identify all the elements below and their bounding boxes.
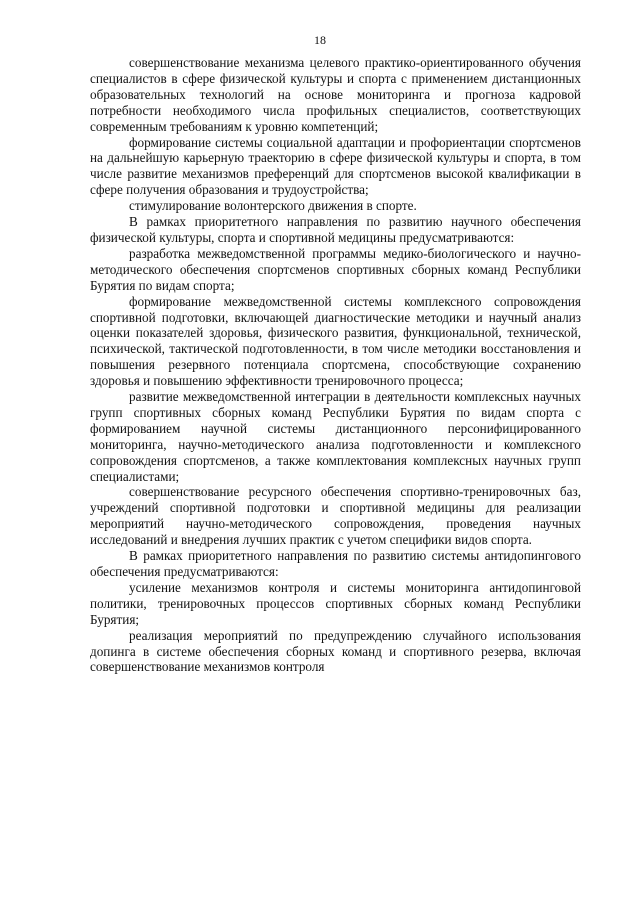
paragraph-2: формирование системы социальной адаптации и профориентации спортсменов на дальнейшую карьерную траекторию в сфере физической культуры и спорта, в том числе развитие механизмов преференций для спортсменов высокой квалификации в сфере получения образования и трудоустройства; <box>90 134 581 198</box>
paragraph-3: стимулирование волонтерского движения в спорте. <box>129 198 417 214</box>
paragraph-7: развитие межведомственной интеграции в деятельности комплексных научных групп спортивных сборных команд Республики Бурятия по видам спорта с формированием научной системы дистанционного персонифицированного мониторинга, научно-методического анализа подготовленности и комплексного сопровождения спортсменов, а также комплектования комплексных научных групп специалистами; <box>90 389 581 484</box>
paragraph-10: усиление механизмов контроля и системы мониторинга антидопинговой политики, тренировочных процессов спортивных сборных команд Республики Бурятия; <box>90 579 581 627</box>
document-body <box>90 55 581 675</box>
paragraph-4: В рамках приоритетного направления по развитию научного обеспечения физической культуры, спорта и спортивной медицины предусматриваются: <box>90 214 581 245</box>
paragraph-11: реализация мероприятий по предупреждению случайного использования допинга в системе обеспечения сборных команд и спортивного резерва, включая совершенствование механизмов контроля <box>90 627 581 675</box>
paragraph-6: формирование межведомственной системы комплексного сопровождения спортивной подготовки, включающей диагностические методики и научный анализ оценки показателей здоровья, физического развития, функциональной, технической, психической, тактической подготовленности, в том числе методики восстановления и повышения резервного потенциала спортсмена, способствующие сохранению здоровья и повышению эффективности тренировочного процесса; <box>90 293 581 389</box>
paragraph-9: В рамках приоритетного направления по развитию системы антидопингового обеспечения предусматриваются: <box>90 548 581 579</box>
paragraph-1: совершенствование механизма целевого практико-ориентированного обучения специалистов в сфере физической культуры и спорта с применением дистанционных образовательных технологий на основе мониторинга и прогноза кадровой потребности необходимого числа профильных специалистов, соответствующих современным требованиям к уровню компетенций; <box>90 55 581 134</box>
page-number: 18 <box>314 33 326 47</box>
paragraph-5: разработка межведомственной программы медико-биологического и научно-методического обеспечения спортсменов спортивных сборных команд Республики Бурятия по видам спорта; <box>90 245 581 293</box>
paragraph-8: совершенствование ресурсного обеспечения спортивно-тренировочных баз, учреждений спортивной подготовки и спортивной медицины для реализации мероприятий научно-методического сопровождения, проведения научных исследований и внедрения лучших практик с учетом специфики видов спорта. <box>90 484 581 548</box>
